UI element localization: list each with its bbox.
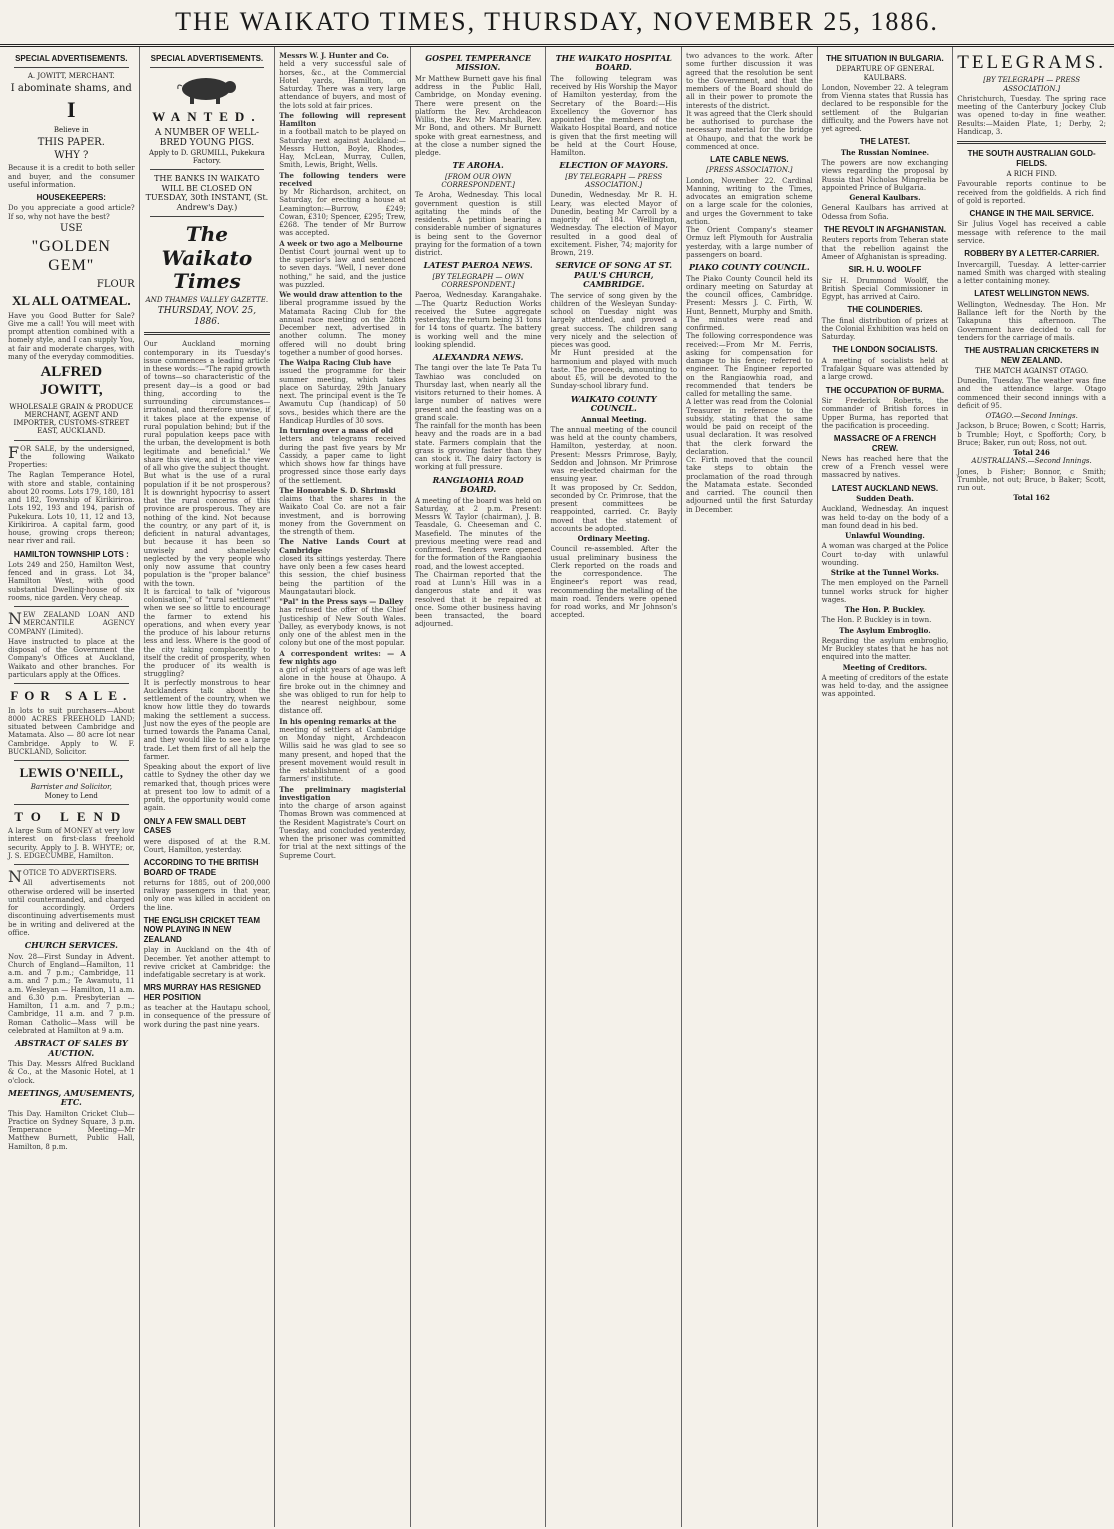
par-l-head: In his opening remarks at the	[279, 716, 397, 726]
par-j-head: "Pal" in the Press says — Dalley	[279, 597, 404, 606]
song-heading: SERVICE OF SONG AT ST. PAUL'S CHURCH, CAMBRIDGE.	[555, 260, 673, 290]
housekeepers: HOUSEKEEPERS:	[36, 193, 106, 203]
colinderies-heading: THE COLINDERIES.	[847, 305, 923, 315]
election-heading: ELECTION OF MAYORS.	[559, 160, 669, 171]
robbery-heading: ROBBERY BY A LETTER-CARRIER.	[964, 249, 1100, 259]
par-d-head: A week or two ago a Melbourne	[279, 238, 403, 248]
masthead-title: THE WAIKATO TIMES, THURSDAY, NOVEMBER 25, 1886.	[175, 6, 939, 36]
column-8: TELEGRAMS. [BY TELEGRAPH — PRESS ASSOCIATION.] Christchurch, Tuesday. The spring race meeting of the Canterbury Jockey Club was opened to-day in fine weather. Results:—Maiden Plate, 1; Derby, 2; Handicap, 3. THE SOUTH AUSTRALIAN GOLD-FIELDS. A RICH FIND. Favourable reports continue to be received from the goldfields. A rich find of gold is reported. CHANGE IN THE MAIL SERVICE. Sir Julius Vogel has received a cable message with reference to the mail service. ROBBERY BY A LETTER-CARRIER. Invercargill, Tuesday. A letter-carrier named Smith was charged with stealing a letter containing money. LATEST WELLINGTON NEWS. Wellington, Wednesday. The Hon. Mr Ballance left for the North by the Takapuna this afternoon. The Government have decided to call for tenders for the carriage of mails. THE AUSTRALIAN CRICKETERS IN NEW ZEALAND. THE MATCH AGAINST OTAGO. Dunedin, Tuesday. The weather was fine and the attendance large. Otago commenced their second innings with a deficit of 95. OTAGO.—Second Innings. Jackson, b Bruce; Bowen, c Scott; Harris, b Trumble; Hoyt, c Spofforth; Cory, b Bruce; Baker, run out; Ross, not out. Total 246 AUSTRALIANS.—Second Innings. Jones, b Fisher; Bonnor, c Smith; Trumble, not out; Bruce, b Baker; Scott, run out. Total 162	[957, 52, 1107, 503]
hamilton-lots: HAMILTON TOWNSHIP LOTS :	[13, 549, 129, 559]
pig-icon	[172, 72, 242, 106]
for-sale-2: FOR SALE.	[10, 688, 133, 704]
woolff-heading: SIR. H. U. WOOLFF	[848, 265, 922, 275]
paper-gazette: AND THAMES VALLEY GAZETTE.	[145, 296, 269, 305]
cable-sub: [PRESS ASSOCIATION.]	[706, 166, 793, 175]
money-to-lend: Money to Lend	[44, 791, 98, 800]
bulgaria-sub: DEPARTURE OF GENERAL KAULBARS.	[836, 65, 934, 82]
col1-header: SPECIAL ADVERTISEMENTS.	[15, 54, 128, 63]
par-f-head: The Waipa Racing Club have	[279, 358, 392, 367]
paeroa-heading: LATEST PAEROA NEWS.	[423, 260, 533, 271]
lewis-oneill: LEWIS O'NEILL,	[19, 765, 123, 781]
col2-sub-a: ONLY A FEW SMALL DEBT CASES	[143, 816, 246, 836]
wanted-apply: Apply to D. GRUMILL, Pukekura Factory.	[149, 148, 265, 166]
to-lend: TO LEND	[14, 808, 129, 824]
abominate-line: I abominate shams, and	[10, 82, 132, 94]
unlawful-wounding: Unlawful Wounding.	[845, 531, 925, 541]
col2-sub-c: THE ENGLISH CRICKET TEAM NOW PLAYING IN NEW ZEALAND	[143, 915, 261, 944]
column-5: THE WAIKATO HOSPITAL BOARD. The following telegram was received by His Worship the Mayor of Hamilton yesterday, from the Secretary of the Board:—His Excellency the Governor has appointed the members of the Waikato Hospital Board, and notice is given that the first meeting will be held at the Court House, Hamilton. ELECTION OF MAYORS. [BY TELEGRAPH — PRESS ASSOCIATION.] Dunedin, Wednesday. Mr R. H. Leary, was elected Mayor of Dunedin, beating Mr Carroll by a majority of 184. Wellington, Wednesday. The election of Mayor resulted in a good deal of excitement. Fisher, 74; majority for Brown, 219. SERVICE OF SONG AT ST. PAUL'S CHURCH, CAMBRIDGE. The service of song given by the children of the Wesleyan Sunday-school on Tuesday night was largely attended, and proved a great success. The children sang very nicely and the selection of pieces was good. Mr Hunt presided at the harmonium and played with much taste. The proceeds, amounting to about £5, will be devoted to the Sunday-school library fund. WAIKATO COUNTY COUNCIL. Annual Meeting. The annual meeting of the council was held at the county chambers, Hamilton, yesterday, at noon. Present: Messrs Primrose, Bayly, Seddon and Johnson. Mr Primrose was re-elected chairman for the ensuing year. It was proposed by Cr. Seddon, seconded by Cr. Primrose, that the present committees be reappointed, carried. Cr. Bayly moved that the statement of accounts be adopted. Ordinary Meeting. Council re-assembled. After the usual preliminary business the Clerk reported on the roads and the correspondence. The Engineer's report was read, recommending the metalling of the main road. Tenders were opened for road works, and Mr Johnson's accepted.	[546, 47, 682, 1527]
asylum: The Asylum Embroglio.	[839, 625, 931, 635]
rangiaohia-heading: RANGIAOHIA ROAD BOARD.	[432, 474, 524, 495]
burma-heading: THE OCCUPATION OF BURMA.	[825, 385, 945, 395]
russian-nominee: The Russian Nominee.	[840, 147, 930, 157]
massacre-heading: MASSACRE OF A FRENCH CREW.	[833, 434, 936, 453]
piako-heading: PIAKO COUNTY COUNCIL.	[689, 262, 810, 273]
why-line: WHY ?	[54, 150, 89, 162]
cable-heading: LATE CABLE NEWS.	[710, 155, 789, 164]
par-i-head: The Native Lands Court at Cambridge	[279, 537, 406, 555]
barrister: Barrister and Solicitor,	[30, 783, 112, 792]
rich-find: A RICH FIND.	[1006, 170, 1057, 179]
mail-heading: CHANGE IN THE MAIL SERVICE.	[969, 209, 1094, 219]
abstract-sales: ABSTRACT OF SALES BY AUCTION.	[14, 1038, 128, 1058]
nz-loan: NEW ZEALAND LOAN AND MERCANTILE AGENCY COMPANY (Limited).	[8, 609, 135, 636]
par-k-head: A correspondent writes: — A few nights ago	[279, 648, 406, 666]
otago-total: Total 246	[1013, 448, 1050, 458]
wanted-body: A NUMBER OF WELL-BRED YOUNG PIGS.	[154, 127, 259, 149]
par-e-head: We would draw attention to the	[279, 290, 403, 299]
socialists-heading: THE LONDON SOCIALISTS.	[832, 345, 938, 355]
alfred-sub: WHOLESALE GRAIN & PRODUCE MERCHANT, AGENT AND IMPORTER, CUSTOMS-STREET EAST, AUCKLAND.	[9, 402, 134, 436]
match-heading: THE MATCH AGAINST OTAGO.	[975, 366, 1089, 375]
column-2: SPECIAL ADVERTISEMENTS. WANTED. A NUMBER OF WELL-BRED YOUNG PIGS. Apply to D. GRUMILL, Pukekura Factory. THE BANKS IN WAIKATO WILL BE CLOSED ON TUESDAY, 30th INSTANT, (St. Andrew's Day.) The Waikato Times AND THAMES VALLEY GAZETTE. THURSDAY, NOV. 25, 1886. Our Auckland morning contemporary in its Tuesday's issue commences a leading article in these words:—"The rapid growth of towns—so characteristic of the present day—is a good or bad thing, according to the surrounding circumstances—irrational, and therefore unwise, if it takes place at the expense of rural population behind; but if the rural population keeps pace with the urban, the development is both legitimate and beneficial." We share this view, and it is the view of all who give the subject thought. But what is the use of a rural population if it be not prosperous? It is downright hypocrisy to assert that the rural concerns of this province are prosperous. They are nothing of the kind. Not because the country, or any part of it, is deficient in natural advantages, but because it has been so unwisely and shamelessly neglected by the very people who only now assume that country population is the "proper balance" with the town. It is farcical to talk of "vigorous colonisation," of "rural settlement" when we see so little to encourage the farmer to extend his operations, and when every year the produce of his labour returns less and less. Where is the good of the city taking complacently to itself the credit of prosperity, when the producer of its wealth is struggling? It is perfectly monstrous to hear Aucklanders talk about the settlement of the country, when we know how little they do towards making the settlement a success. Just now the eyes of the people are turned towards the Panama Canal, and they would like to see a large trade. Let them first of all help the farmer. Speaking about the export of live cattle to Sydney the other day we remarked that, though prices were at present too low to admit of a profit, the opportunity would come again. ONLY A FEW SMALL DEBT CASES were disposed of at the R.M. Court, Hamilton, yesterday. ACCORDING TO THE BRITISH BOARD OF TRADE returns for 1885, out of 200,000 railway passengers in that year, only one was killed in accident on the line. THE ENGLISH CRICKET TEAM NOW PLAYING IN NEW ZEALAND play in Auckland on the 4th of December. Yet another attempt to revive cricket at Cambridge: the indefatigable secretary is at work. MRS MURRAY HAS RESIGNED HER POSITION as teacher at the Hautapu school, in consequence of the pressure of work during the past nine years.	[140, 47, 276, 1527]
column-6: two advances to the work. After some further discussion it was agreed that the resolution be sent to the Government, and that the members of the Board should do all in their power to promote the interests of the district. It was agreed that the Clerk should be authorised to purchase the necessary material for the bridge at Ohaupo, and that the work be commenced at once. LATE CABLE NEWS. [PRESS ASSOCIATION.] London, November 22. Cardinal Manning, writing to the Times, advocates an emigration scheme on a large scale for the colonies, and urges the Government to take action. The Orient Company's steamer Ormuz left Plymouth for Australia yesterday, with a large number of passengers on board. PIAKO COUNTY COUNCIL. The Piako County Council held its ordinary meeting on Saturday at the council offices, Cambridge. Present: Messrs J. C. Firth, W. Hunt, Bennett, Murphy and Smith. The minutes were read and confirmed. The following correspondence was received:—From Mr M. Ferris, asking for compensation for damage to his fence; referred to engineer. The Engineer reported on the Rangiaowhia road, and recommended that tenders be called for metalling the same. A letter was read from the Colonial Treasurer in reference to the subsidy, stating that the same would be paid on receipt of the usual declaration. It was resolved that the clerk forward the declaration. Cr. Firth moved that the council take steps to obtain the proclamation of the road through the Matamata estate. Seconded and carried. The council then adjourned until the first Saturday in December.	[682, 47, 818, 1527]
golden-gem: "GOLDEN GEM"	[31, 237, 111, 274]
column-1: SPECIAL ADVERTISEMENTS. A. JOWITT, MERCHANT. I abominate shams, and I Believe in THIS PAPER. WHY ? Because it is a credit to both seller and buyer, and the consumer useful information. HOUSEKEEPERS: Do you appreciate a good article? If so, why not have the best? USE "GOLDEN GEM" FLOUR XL ALL OATMEAL. Have you Good Butter for Sale? Give me a call! You will meet with prompt attention combined with a homely style, and I can supply You, at fair and moderate charges, with many of the everyday commodities. ALFRED JOWITT, WHOLESALE GRAIN & PRODUCE MERCHANT, AGENT AND IMPORTER, CUSTOMS-STREET EAST, AUCKLAND. FOR SALE, by the undersigned, the following Waikato Properties: The Raglan Temperance Hotel, with store and stable, containing about 20 rooms. Lots 179, 180, 181 and 182, Township of Kirikiriroa. Lots 192, 193 and 194, parish of Pukekura. Lots 10, 11, 12 and 13, Kirikiriroa. A capital farm, good house, growing crops thereon; near river and rail. HAMILTON TOWNSHIP LOTS : Lots 249 and 250, Hamilton West, fenced and in grass. Lot 34, Hamilton West, with good substantial Dwelling-house of six rooms, nice garden. Very cheap. NEW ZEALAND LOAN AND MERCANTILE AGENCY COMPANY (Limited). Have instructed to place at the disposal of the Government the Company's Offices at Auckland, Waikato and other branches. For particulars apply at the Offices. FOR SALE. In lots to suit purchasers—About 8000 ACRES FREEHOLD LAND; situated between Cambridge and Matamata. Also — 80 acre lot near Cambridge. Apply to W. F. BUCKLAND, Solicitor. LEWIS O'NEILL, Barrister and Solicitor, Money to Lend TO LEND A large Sum of MONEY at very low interest on first-class freehold security. Apply to J. B. WHYTE; or, J. S. EDGECUMBE, Hamilton. NOTICE TO ADVERTISERS. All advertisements not otherwise ordered will be inserted until countermanded, and charged for accordingly. Orders discontinuing advertisements must be in writing and delivered at the office. CHURCH SERVICES. Nov. 28—First Sunday in Advent. Church of England—Hamilton, 11 a.m. and 7 p.m.; Cambridge, 11 a.m. and 7 p.m.; Te Awamutu, 11 a.m. Wesleyan — Hamilton, 11 a.m. and 6.30 p.m. Presbyterian — Hamilton, 11 a.m. and 7 p.m.; Cambridge, 11 a.m. and 7 p.m. Roman Catholic—Mass will be celebrated at Hamilton at 9 a.m. ABSTRACT OF SALES BY AUCTION. This Day. Messrs Alfred Buckland & Co., at the Masonic Hotel, at 1 o'clock. MEETINGS, AMUSEMENTS, ETC. This Day. Hamilton Cricket Club—Practice on Sydney Square, 3 p.m. Temperance Meeting—Mr Matthew Burnett, Public Hall, Hamilton, 8 p.m.	[4, 47, 140, 1527]
this-paper: THIS PAPER.	[37, 136, 105, 148]
county-heading: WAIKATO COUNTY COUNCIL.	[570, 393, 657, 414]
col2-sub-b: ACCORDING TO THE BRITISH BOARD OF TRADE	[143, 858, 259, 877]
australians-total: Total 162	[1013, 493, 1050, 503]
masthead	[0, 0, 1114, 47]
jowitt-top: A. JOWITT, MERCHANT.	[27, 72, 115, 81]
alfred-jowitt: ALFRED JOWITT,	[39, 364, 103, 398]
par-c-head: The following tenders were received	[279, 170, 406, 188]
par-b-head: The following will represent Hamilton	[279, 110, 406, 128]
sudden-death: Sudden Death.	[856, 494, 914, 504]
auckland-heading: LATEST AUCKLAND NEWS.	[831, 483, 939, 493]
wanted: WANTED.	[152, 109, 262, 125]
meetings-amusements: MEETINGS, AMUSEMENTS, ETC.	[8, 1087, 135, 1108]
column-3: Messrs W. J. Hunter and Co. held a very successful sale of horses, &c., at the Commercial Hotel yards, Hamilton, on Saturday. There was a very large attendance of buyers, and most of the lots sold at fair prices. The following will represent Hamilton in a football match to be played on Saturday next against Auckland:—Messrs Hutton, Boyle, Rhodes, Hay, McLean, Murray, Cullen, Smith, Lewis, Bright, Wells. The following tenders were received by Mr Richardson, architect, on Saturday, for erecting a house at Leamington:—Burrow, £249; Cowan, £310; Spencer, £295; Trew, £268. The tender of Mr Burrow was accepted. A week or two ago a Melbourne Dentist Court journal went up to the superior's law and sentenced to seven days. "Well, I never done nothing," he said, and the justice was puzzled. We would draw attention to the liberal programme issued by the Matamata Racing Club for the annual race meeting on the 28th December next, advertised in another column. The money offered will no doubt bring together a number of good horses. The Waipa Racing Club have issued the programme for their summer meeting, which takes place on Saturday, 29th January next. The principal event is the Te Awamutu Cup (handicap) of 50 sovs., besides which there are the Handicap Hurdles of 30 sovs. In turning over a mass of old letters and telegrams received during the past five years by Mr Cassidy, a paper came to light which shows how far things have progressed since those early days of the settlement. The Honorable S. D. Shrimski claims that the shares in the Waikato Coal Co. are not a fair investment, and is borrowing money from the Government on the strength of them. The Native Lands Court at Cambridge closed its sittings yesterday. There have only been a few cases heard this session, the chief business being the partition of the Maungatautari block. "Pal" in the Press says — Dalley has refused the offer of the Chief Justiceship of New South Wales. Dalley, as everybody knows, is not only one of the ablest men in the colony but one of the most popular. A correspondent writes: — A few nights ago a girl of eight years of age was left alone in the house at Ohaupo. A fire broke out in the chimney and she was obliged to run for help to the nearest neighbour, some distance off. In his opening remarks at the meeting of settlers at Cambridge on Monday night, Archdeacon Willis said he was glad to see so many present, and hoped that the present movement would result in the establishment of a good farmers' institute. The preliminary magisterial investigation into the charge of arson against Thomas Brown was commenced at the Resident Magistrate's Court on Tuesday, and concluded yesterday, when the prisoner was committed for trial at the next sittings of the Supreme Court.	[275, 47, 411, 1527]
gospel-heading: GOSPEL TEMPERANCE MISSION.	[425, 53, 532, 73]
xl-oatmeal: XL ALL OATMEAL.	[12, 293, 131, 309]
use-line: USE	[60, 222, 83, 234]
tunnel-strike: Strike at the Tunnel Works.	[830, 568, 939, 578]
otago-innings: OTAGO.—Second Innings.	[985, 412, 1078, 421]
par-m-head: The preliminary magisterial investigation	[279, 784, 406, 802]
column-7: THE SITUATION IN BULGARIA. DEPARTURE OF GENERAL KAULBARS. London, November 22. A telegram from Vienna states that Russia has declared to be responsible for the settlement of the Bulgarian difficulty, and the Powers have not yet agreed. THE LATEST. The Russian Nominee. The powers are now exchanging views regarding the proposal by Russia that Nicholas Mingrelia be appointed Prince of Bulgaria. General Kaulbars. General Kaulbars has arrived at Odessa from Sofia. THE REVOLT IN AFGHANISTAN. Reuters reports from Teheran state that the rebellion against the Ameer of Afghanistan is spreading. SIR. H. U. WOOLFF Sir H. Drummond Woolff, the British Special Commissioner in Egypt, has arrived at Cairo. THE COLINDERIES. The final distribution of prizes at the Colonial Exhibition was held on Saturday. THE LONDON SOCIALISTS. A meeting of socialists held at Trafalgar Square was attended by a large crowd. THE OCCUPATION OF BURMA. Sir Frederick Roberts, the commander of British forces in Upper Burma, has reported that the pacification is proceeding. MASSACRE OF A FRENCH CREW. News has reached here that the crew of a French vessel were massacred by natives. LATEST AUCKLAND NEWS. Sudden Death. Auckland, Wednesday. An inquest was held to-day on the body of a man found dead in his bed. Unlawful Wounding. A woman was charged at the Police Court to-day with unlawful wounding. Strike at the Tunnel Works. The men employed on the Parnell tunnel works struck for higher wages. The Hon. P. Buckley. The Hon. P. Buckley is in town. The Asylum Embroglio. Regarding the asylum embroglio, Mr Buckley states that he has not enquired into the matter. Meeting of Creditors. A meeting of creditors of the estate was held to-day, and the assignee was appointed.	[818, 47, 954, 1527]
afghan-heading: THE REVOLT IN AFGHANISTAN.	[823, 224, 946, 234]
australians-innings: AUSTRALIANS.—Second Innings.	[971, 457, 1092, 466]
for-sale-notice: FOR SALE, by the undersigned, the following Waikato Properties:	[8, 442, 135, 470]
par-g-head: In turning over a mass of old	[279, 426, 394, 435]
creditors: Meeting of Creditors.	[842, 662, 928, 672]
par-a-head: Messrs W. J. Hunter and Co.	[279, 51, 389, 60]
church-services: CHURCH SERVICES.	[24, 940, 118, 951]
te-aroha-heading: TE AROHA.	[452, 160, 504, 171]
banks-notice: THE BANKS IN WAIKATO WILL BE CLOSED ON TUESDAY, 30th INSTANT, (St. Andrew's Day.)	[145, 174, 269, 212]
te-aroha-sub: [FROM OUR OWN CORRESPONDENT.]	[441, 172, 515, 190]
col2-header: SPECIAL ADVERTISEMENTS.	[150, 54, 264, 63]
hospital-heading: THE WAIKATO HOSPITAL BOARD.	[555, 53, 672, 73]
believe-line: Believe in	[53, 126, 89, 135]
telegrams-sub: [BY TELEGRAPH — PRESS ASSOCIATION.]	[983, 76, 1081, 93]
bulgaria-heading: THE SITUATION IN BULGARIA.	[826, 54, 944, 63]
par-h-head: The Honorable S. D. Shrimski	[279, 485, 396, 495]
issue-date: THURSDAY, NOV. 25, 1886.	[157, 306, 257, 327]
paper-title: The Waikato Times	[161, 222, 253, 294]
cricketers-heading: THE AUSTRALIAN CRICKETERS IN NEW ZEALAND.	[964, 346, 1099, 365]
latest-heading: THE LATEST.	[859, 137, 910, 147]
goldfields-heading: THE SOUTH AUSTRALIAN GOLD-FIELDS.	[967, 149, 1096, 168]
wellington-heading: LATEST WELLINGTON NEWS.	[974, 289, 1090, 299]
telegrams-heading: TELEGRAMS.	[957, 52, 1107, 73]
ordinary-meeting: Ordinary Meeting.	[577, 534, 650, 543]
column-4: GOSPEL TEMPERANCE MISSION. Mr Matthew Burnett gave his final address in the Public Hall, Cambridge, on Monday evening. There were present on the platform the Rev. Archdeacon Willis, the Rev. Mr Marshall, Rev. Mr Bond, and others. Mr Burnett spoke with great earnestness, and at the close a number signed the pledge. TE AROHA. [FROM OUR OWN CORRESPONDENT.] Te Aroha, Wednesday. This local government question is still agitating the minds of the residents. A petition bearing a considerable number of signatures is being sent to the Governor praying for the formation of a town district. LATEST PAEROA NEWS. [BY TELEGRAPH — OWN CORRESPONDENT.] Paeroa, Wednesday. Karangahake.—The Quartz Reduction Works received the Sutee aggregate yesterday, the return being 31 tons for 14 tons of quartz. The battery is working well and the mine looking splendid. ALEXANDRA NEWS. The tangi over the late Te Pata Tu Tawhiao was concluded on Thursday last, when nearly all the visitors returned to their homes. A large number of natives were present and the feasting was on a grand scale. The rainfall for the month has been heavy and the roads are in a bad state. Farmers complain that the grass is growing faster than they can stock it. The dairy factory is working at full pressure. RANGIAOHIA ROAD BOARD. A meeting of the board was held on Saturday, at 2 p.m. Present: Messrs W. Taylor (chairman), J. B. Teasdale, G. Cheeseman and C. Masefield. The minutes of the previous meeting were read and confirmed. Tenders were opened for the formation of the Rangiaohia road, and the lowest accepted. The Chairman reported that the road at Lunn's Hill was in a dangerous state and it was resolved that it be repaired at once. Some other business having been transacted, the board adjourned.	[411, 47, 547, 1527]
election-sub: [BY TELEGRAPH — PRESS ASSOCIATION.]	[565, 172, 663, 190]
col2-sub-d: MRS MURRAY HAS RESIGNED HER POSITION	[143, 983, 261, 1002]
notice-advertisers: NOTICE TO ADVERTISERS.	[8, 867, 117, 887]
paeroa-sub: [BY TELEGRAPH — OWN CORRESPONDENT.]	[432, 272, 524, 289]
page-columns	[0, 47, 1114, 1527]
kaulbars: General Kaulbars.	[849, 193, 921, 203]
buckley: The Hon. P. Buckley.	[844, 605, 926, 615]
flour-word: FLOUR	[96, 278, 135, 290]
alexandra-heading: ALEXANDRA NEWS.	[432, 352, 524, 362]
annual-meeting: Annual Meeting.	[581, 414, 647, 424]
i-letter: I	[67, 97, 76, 123]
